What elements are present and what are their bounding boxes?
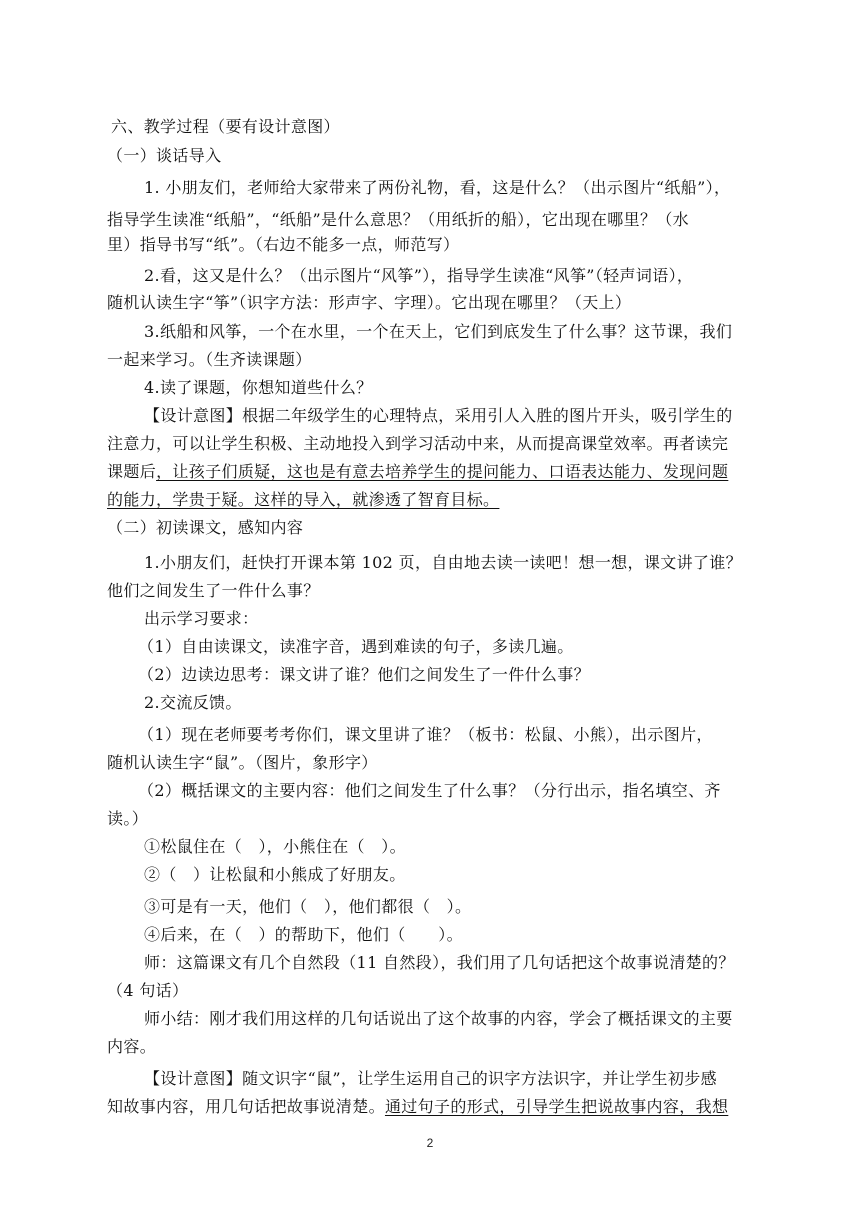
- subsection-heading: （一）谈话导入: [107, 146, 222, 165]
- paragraph-line: 1.小朋友们，赶快打开课本第 102 页，自由地去读一读吧！想一想，课文讲了谁？: [144, 553, 742, 572]
- paragraph-line: 他们之间发生了一件什么事？: [107, 581, 320, 600]
- design-intent-line: 课题后，让孩子们质疑，这也是有意去培养学生的提问能力、口语表达能力、发现问题: [107, 462, 729, 481]
- paragraph-line: 出示学习要求：: [144, 609, 259, 628]
- requirement-item: （2）边读边思考：课文讲了谁？他们之间发生了一件什么事？: [138, 665, 590, 684]
- fill-blank-item: ③可是有一天，他们（ ），他们都很（ ）。: [144, 897, 472, 916]
- design-intent-line: 【设计意图】随文识字“鼠”，让学生运用自己的识字方法识字，并让学生初步感: [144, 1069, 717, 1088]
- fill-blank-item: ①松鼠住在（ ），小熊住在（ ）。: [144, 837, 406, 856]
- paragraph-line: （2）概括课文的主要内容：他们之间发生了什么事？（分行出示，指名填空、齐: [138, 781, 721, 800]
- underlined-text: ，让孩子们质疑，这也是有意去培养学生的提问能力、口语表达能力、发现问题: [156, 462, 729, 481]
- design-intent-line: 注意力，可以让学生积极、主动地投入到学习活动中来，从而提高课堂效率。再者读完: [107, 434, 729, 453]
- requirement-item: （1）自由读课文，读准字音，遇到难读的句子，多读几遍。: [138, 637, 574, 656]
- design-intent-line: [107, 490, 860, 510]
- paragraph-line: 随机认读生字“鼠”。（图片，象形字）: [107, 753, 378, 772]
- underlined-text: 的能力，学贵于疑。这样的导入，就渗透了智育目标。: [107, 490, 500, 509]
- fill-blank-item: ②（ ）让松鼠和小熊成了好朋友。: [144, 865, 406, 884]
- paragraph-line: 2.看，这又是什么？（出示图片“风筝”），指导学生读准“风筝”（轻声词语），: [144, 266, 694, 285]
- fill-blank-item: ④后来，在（ ）的帮助下，他们（ ）。: [144, 925, 464, 944]
- paragraph-line: 一起来学习。（生齐读课题）: [107, 350, 312, 369]
- paragraph-line: 里）指导书写“纸”。（右边不能多一点，师范写）: [107, 235, 460, 254]
- paragraph-line: 2.交流反馈。: [144, 693, 242, 712]
- paragraph-line: 内容。: [107, 1037, 157, 1056]
- paragraph-line: 1. 小朋友们，老师给大家带来了两份礼物，看，这是什么？（出示图片“纸船”），: [144, 178, 731, 197]
- underlined-text: 通过句子的形式，引导学生把说故事内容，我想: [384, 1097, 729, 1116]
- subsection-heading: （二）初读课文，感知内容: [107, 518, 304, 537]
- design-intent-line: 【设计意图】根据二年级学生的心理特点，采用引人入胜的图片开头，吸引学生的: [144, 406, 733, 425]
- section-heading: 六、教学过程（要有设计意图）: [111, 117, 340, 136]
- paragraph-line: 指导学生读准“纸船”，“纸船”是什么意思？（用纸折的船），它出现在哪里？（水: [107, 210, 690, 229]
- paragraph-line: 4.读了课题，你想知道些什么？: [144, 378, 373, 397]
- paragraph-line: 师：这篇课文有几个自然段（11 自然段），我们用了几句话把这个故事说清楚的？: [144, 953, 735, 972]
- paragraph-line: 读。）: [107, 809, 149, 828]
- page-number: 2: [426, 1136, 434, 1150]
- paragraph-line: （4 句话）: [107, 981, 189, 1000]
- design-intent-line: 知故事内容，用几句话把故事说清楚。通过句子的形式，引导学生把说故事内容，我想: [107, 1097, 729, 1116]
- paragraph-line: （1）现在老师要考考你们，课文里讲了谁？（板书：松鼠、小熊），出示图片，: [138, 725, 713, 744]
- paragraph-line: 师小结：刚才我们用这样的几句话说出了这个故事的内容，学会了概括课文的主要: [144, 1009, 733, 1028]
- paragraph-line: 3.纸船和风筝，一个在水里，一个在天上，它们到底发生了什么事？这节课，我们: [144, 322, 733, 341]
- paragraph-line: 随机认读生字“筝”（识字方法：形声字、字理）。它出现在哪里？（天上）: [107, 293, 632, 312]
